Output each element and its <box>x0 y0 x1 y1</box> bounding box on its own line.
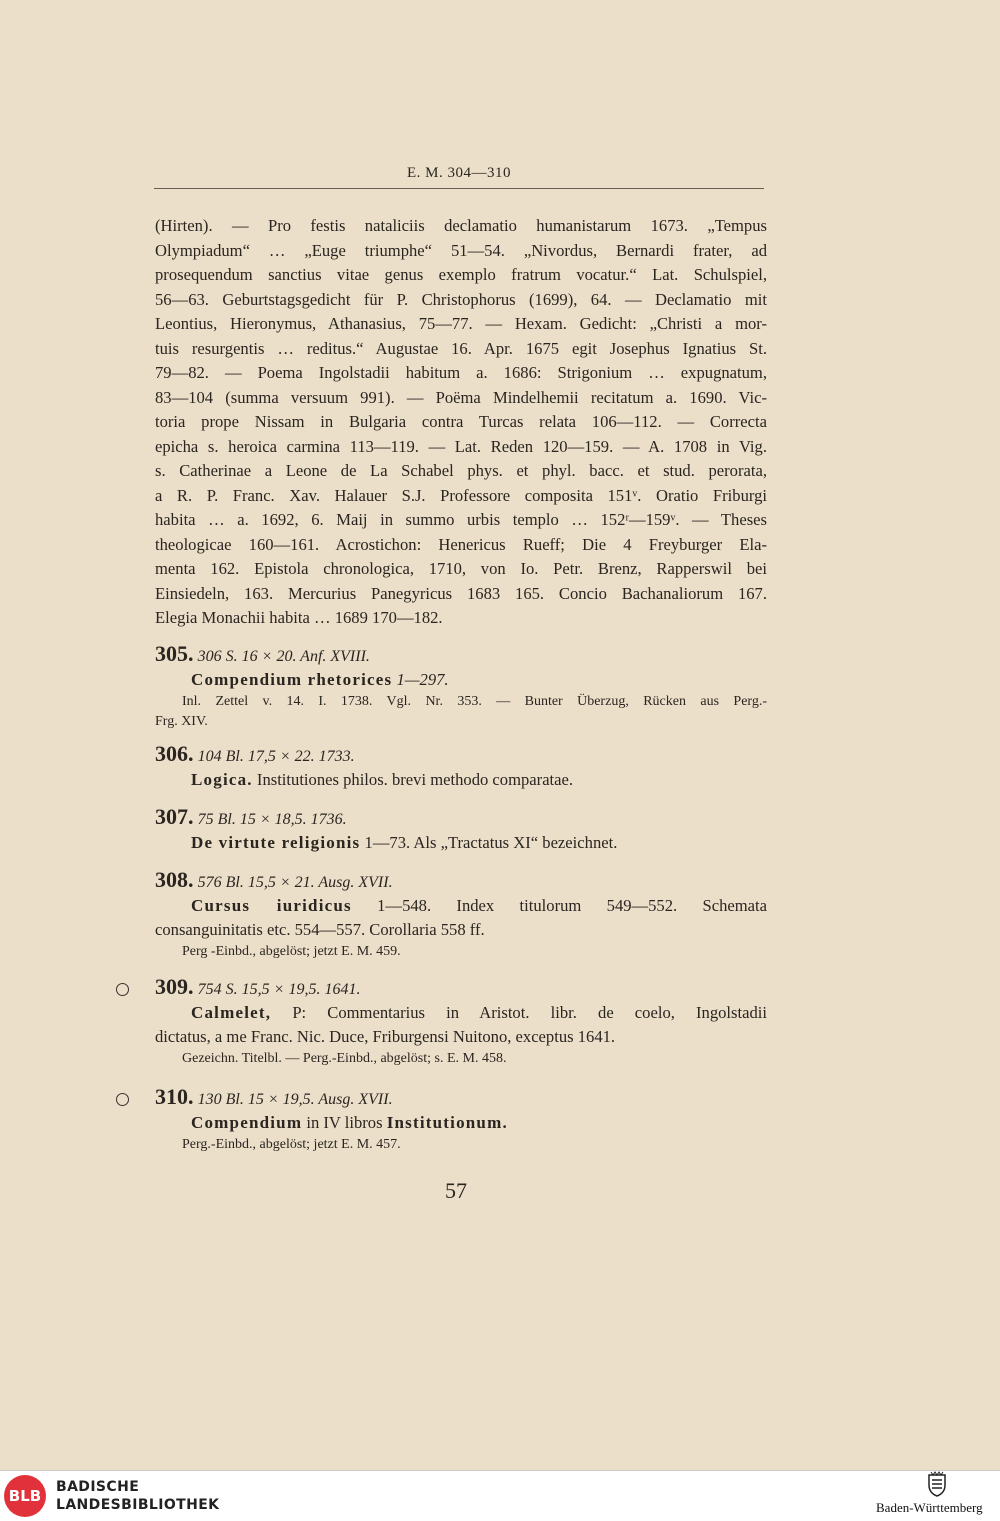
text-line: 56—63. Geburtstagsgedicht für P. Christophorus (1699), 64. — Declamatio mit <box>155 289 767 309</box>
library-name-line2: LANDESBIBLIOTHEK <box>56 1497 220 1513</box>
entry-note: Perg -Einbd., abgelöst; jetzt E. M. 459. <box>182 944 401 959</box>
text-line: habita … a. 1692, 6. Maij in summo urbis templo … 152ʳ—159ᵛ. — Theses <box>155 510 767 529</box>
entry-306 <box>155 740 767 792</box>
entry-308 <box>155 866 767 962</box>
entry-title: Calmelet, <box>191 1003 272 1022</box>
entry-309 <box>155 973 767 1069</box>
circle-marker <box>116 983 129 996</box>
entry-continuation: dictatus, a me Franc. Nic. Duce, Friburgensi Nuitono, exceptus 1641. <box>155 1027 616 1046</box>
entry-title-rest: 1—297. <box>392 670 449 689</box>
entry-title: Cursus iuridicus <box>191 896 352 915</box>
entry-310 <box>155 1083 767 1155</box>
library-name-line1: BADISCHE <box>56 1479 140 1495</box>
entry-307 <box>155 803 767 855</box>
entry-number: 307. <box>155 804 194 829</box>
entry-meta: 104 Bl. 17,5 × 22. 1733. <box>197 748 355 765</box>
text-line: menta 162. Epistola chronologica, 1710, von Io. Petr. Brenz, Rapperswil bei <box>155 559 767 578</box>
library-name <box>56 1478 219 1514</box>
entry-title-rest: 1—73. Als „Tractatus XI“ bezeichnet. <box>360 833 618 852</box>
text-line: Einsiedeln, 163. Mercurius Panegyricus 1683 165. Concio Bachanaliorum 167. <box>155 583 767 603</box>
entry-continuation: consanguinitatis etc. 554—557. Corollaria 558 ff. <box>155 920 485 939</box>
entry-number: 306. <box>155 741 194 766</box>
coat-of-arms-icon <box>926 1471 948 1497</box>
entry-number: 308. <box>155 867 194 892</box>
text-line: epicha s. heroica carmina 113—119. — Lat. Reden 120—159. — A. 1708 in Vig. <box>155 436 767 456</box>
entry-number: 310. <box>155 1084 194 1109</box>
circle-marker <box>116 1093 129 1106</box>
entry-title: Logica. <box>191 770 253 789</box>
text-line: 83—104 (summa versuum 991). — Poëma Mindelhemii recitatum a. 1690. Vic- <box>155 387 767 407</box>
entry-meta: 576 Bl. 15,5 × 21. Ausg. XVII. <box>197 874 393 891</box>
entry-meta: 130 Bl. 15 × 19,5. Ausg. XVII. <box>197 1091 393 1108</box>
page-number: 57 <box>445 1178 467 1203</box>
text-line: Leontius, Hieronymus, Athanasius, 75—77. — Hexam. Gedicht: „Christi a mor- <box>155 314 767 333</box>
state-name: Baden-Württemberg <box>876 1500 983 1515</box>
entry-note: Frg. XIV. <box>155 714 208 729</box>
text-line: tuis resurgentis … reditus.“ Augustae 16. Apr. 1675 egit Josephus Ignatius St. <box>155 338 767 358</box>
footer-bar <box>0 1470 1000 1521</box>
intro-text <box>155 214 767 631</box>
text-line: prosequendum sanctius vitae genus exemplo fratrum vocatur.“ Lat. Schulspiel, <box>155 265 767 284</box>
entry-title: Compendium <box>191 1113 303 1132</box>
running-header: E. M. 304—310 <box>407 165 511 181</box>
text-line: theologicae 160—161. Acrostichon: Henericus Rueff; Die 4 Freyburger Ela- <box>155 534 767 554</box>
entry-meta: 754 S. 15,5 × 19,5. 1641. <box>197 981 361 998</box>
entry-title-2: Institutionum. <box>386 1113 508 1132</box>
entry-note: Inl. Zettel v. 14. I. 1738. Vgl. Nr. 353. — Bunter Überzug, Rücken aus Perg.- <box>182 694 767 709</box>
entry-305 <box>155 640 767 732</box>
entry-title: Compendium rhetorices <box>191 670 393 689</box>
entry-note: Gezeichn. Titelbl. — Perg.-Einbd., abgelöst; s. E. M. 458. <box>182 1051 507 1066</box>
text-line: a R. P. Franc. Xav. Halauer S.J. Professore composita 151ᵛ. Oratio Friburgi <box>155 485 767 505</box>
entry-title-rest: 1—548. Index titulorum 549—552. Schemata <box>351 896 768 915</box>
entry-meta: 306 S. 16 × 20. Anf. XVIII. <box>197 648 370 665</box>
text-line: 79—82. — Poema Ingolstadii habitum a. 1686: Strigonium … expugnatum, <box>155 363 767 382</box>
text-line: s. Catherinae a Leone de La Schabel phys. et phyl. bacc. et stud. perorata, <box>155 461 767 480</box>
text-line: (Hirten). — Pro festis nataliciis declamatio humanistarum 1673. „Tempus <box>155 216 767 235</box>
blb-logo[interactable]: BLB <box>4 1475 46 1517</box>
header-rule <box>154 188 764 189</box>
text-line: toria prope Nissam in Bulgaria contra Turcas relata 106—112. — Correcta <box>155 412 767 431</box>
text-line: Elegia Monachii habita … 1689 170—182. <box>155 608 443 627</box>
entry-number: 305. <box>155 641 194 666</box>
entry-number: 309. <box>155 974 194 999</box>
entry-title: De virtute religionis <box>191 833 361 852</box>
entry-title-mid: in IV libros <box>302 1113 387 1132</box>
entry-meta: 75 Bl. 15 × 18,5. 1736. <box>197 811 347 828</box>
entry-note: Perg.-Einbd., abgelöst; jetzt E. M. 457. <box>182 1137 401 1152</box>
entry-title-rest: P: Commentarius in Aristot. libr. de coelo, Ingolstadii <box>271 1003 767 1022</box>
text-line: Olympiadum“ … „Euge triumphe“ 51—54. „Nivordus, Bernardi frater, ad <box>155 240 767 260</box>
entry-title-rest: Institutiones philos. brevi methodo comparatae. <box>252 770 574 789</box>
